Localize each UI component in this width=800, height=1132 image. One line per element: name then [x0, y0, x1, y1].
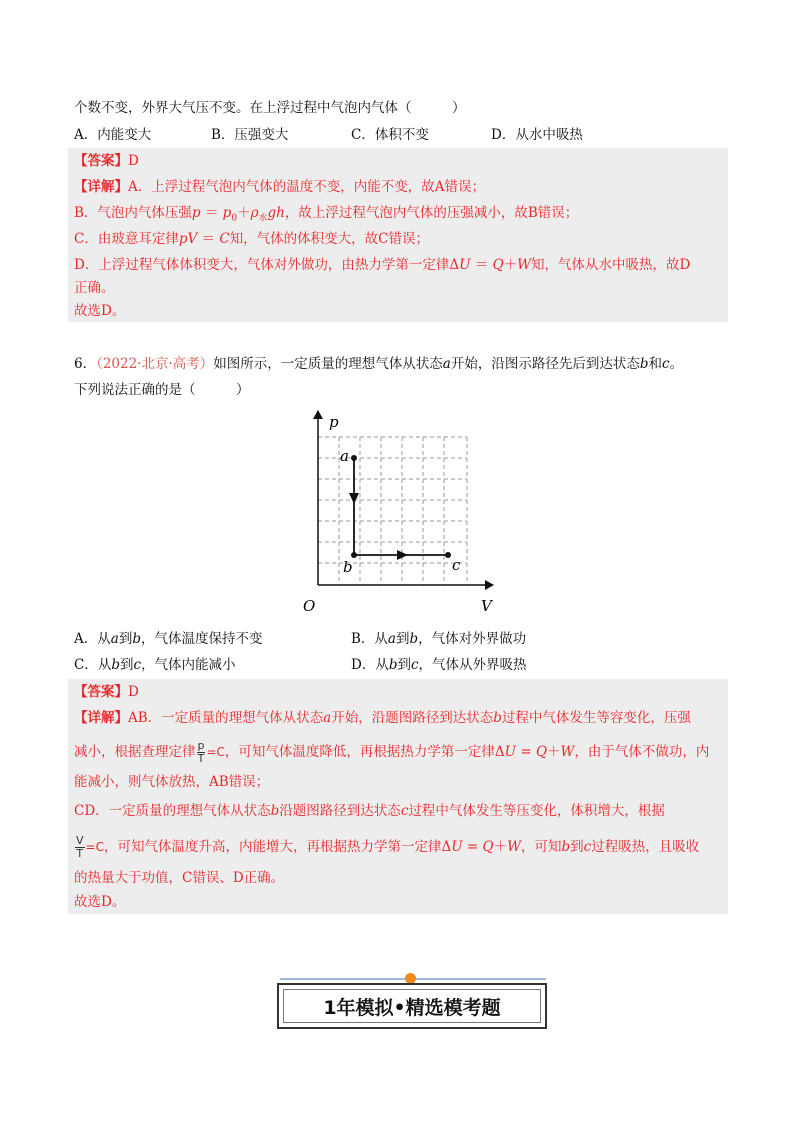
- point-label-a: a: [340, 447, 349, 465]
- q5-stem: 个数不变，外界大气压不变。在上浮过程中气泡内气体（ ）: [74, 100, 466, 116]
- point-label-c: c: [452, 556, 461, 574]
- q5-detail-line-3: C．由玻意耳定律pV ＝ C知，气体的体积变大，故C错误；: [74, 231, 430, 247]
- q6-stem-line-1: 6．（2022·北京·高考）如图所示，一定质量的理想气体从状态a开始，沿图示路径先后到达状态b和c。: [74, 356, 684, 372]
- q6-detail-line-2: 减小，根据查理定律 $\frac{p}{T}$ =C，可知气体温度降低，再根据热力学第一定律ΔU = Q＋W，由于气体不做功，内: [74, 739, 710, 765]
- q6-answer-value: D: [128, 684, 139, 700]
- q6-number: 6．: [74, 356, 97, 372]
- q5-detail-line-6: 故选D。: [74, 303, 126, 319]
- q6-detail-line-6: 的热量大于功值，C错误、D正确。: [74, 870, 285, 886]
- q6-detail-line-4: CD．一定质量的理想气体从状态b沿题图路径到达状态c过程中气体发生等压变化，体积增大，根据: [74, 803, 665, 819]
- q6-option-b[interactable]: B．从a到b，气体对外界做功: [351, 631, 527, 647]
- point-a: [351, 455, 357, 461]
- point-label-b: b: [343, 558, 353, 576]
- q5-answer: [74, 151, 139, 171]
- q5-option-b[interactable]: B．压强变大: [211, 127, 289, 143]
- q5-detail-line-1: 【详解】A．上浮过程气泡内气体的温度不变，内能不变，故A错误；: [74, 179, 485, 195]
- q6-stem-line-2: 下列说法正确的是（ ）: [74, 382, 250, 398]
- q5-detail-line-2: B．气泡内气体压强$p = p_0+\rho_水gh$，故上浮过程气泡内气体的压强减小，故B错误；: [74, 205, 579, 224]
- q5-detail-line-5: 正确。: [74, 280, 115, 296]
- q5-detail-tag: 【详解】: [74, 179, 128, 195]
- path-b-to-c: [354, 550, 448, 560]
- q6-detail-line-5: $\frac{V}{T}$ =C，可知气体温度升高，内能增大，再根据热力学第一定律ΔU = Q＋W，可知b到c过程吸热，且吸收: [76, 834, 700, 860]
- section-banner: [277, 983, 547, 1029]
- q5-option-c[interactable]: C．体积不变: [351, 127, 429, 143]
- origin-label: O: [303, 597, 316, 615]
- q6-option-d[interactable]: D．从b到c，气体从外界吸热: [351, 657, 527, 673]
- q6-source: （2022·北京·高考）: [96, 356, 214, 372]
- q6-option-c[interactable]: C．从b到c，气体内能减小: [74, 657, 236, 673]
- q5-option-a[interactable]: A．内能变大: [74, 127, 152, 143]
- path-a-to-b: [349, 458, 359, 555]
- axis-label-p: p: [329, 413, 339, 431]
- q5-answer-value: D: [128, 153, 139, 169]
- section-banner-title: 1年模拟•精选模考题: [283, 989, 541, 1023]
- q6-detail-line-1: 【详解】AB．一定质量的理想气体从状态a开始，沿题图路径到达状态b过程中气体发生等容变化，压强: [74, 710, 691, 726]
- axis-label-v: V: [481, 597, 492, 615]
- q6-answer-tag: 【答案】: [74, 684, 128, 700]
- pv-graph: [295, 405, 505, 620]
- q5-option-d[interactable]: D．从水中吸热: [491, 127, 583, 143]
- q6-detail-line-3: 能减小，则气体放热，AB错误；: [74, 774, 270, 790]
- q5-answer-tag: 【答案】: [74, 153, 128, 169]
- point-c: [445, 552, 451, 558]
- q6-answer: [74, 682, 139, 702]
- q6-detail-line-7: 故选D。: [74, 894, 126, 910]
- q6-option-a[interactable]: A．从a到b，气体温度保持不变: [74, 631, 263, 647]
- q5-detail-line-4: D．上浮过程气体体积变大，气体对外做功，由热力学第一定律ΔU ＝ Q＋W知，气体从水中吸热，故D: [74, 257, 691, 273]
- q6-detail-tag: 【详解】: [74, 710, 128, 726]
